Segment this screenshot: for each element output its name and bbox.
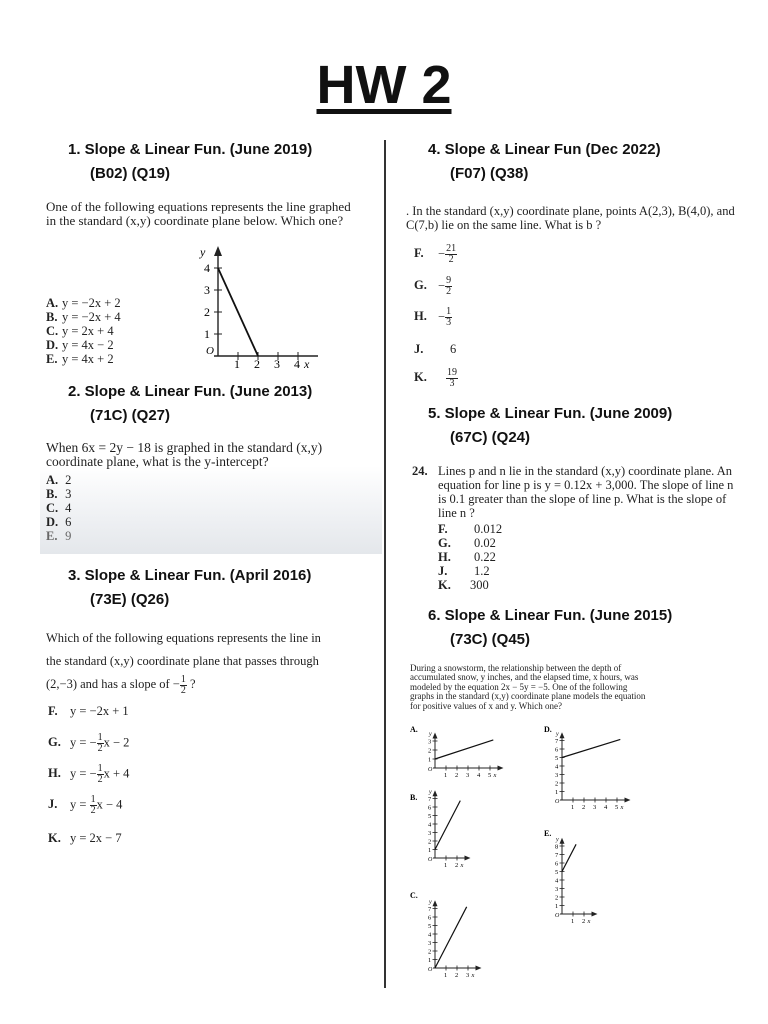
- option-label: K.: [48, 831, 61, 845]
- origin-label: O: [428, 767, 433, 773]
- q1-heading-line1: 1. Slope & Linear Fun. (June 2019): [68, 141, 313, 158]
- y-tick-label: 2: [428, 948, 432, 956]
- option-text: 6: [450, 342, 457, 356]
- option-fraction: [446, 368, 458, 389]
- option-label: K.: [438, 578, 451, 592]
- x-arrow-icon: [592, 912, 598, 917]
- x-tick-label: 5: [615, 804, 619, 811]
- fraction-numerator: 19: [447, 367, 457, 378]
- q4-option-f[interactable]: [414, 244, 457, 265]
- q2-option-d[interactable]: [46, 515, 71, 530]
- q5-option-k[interactable]: [438, 579, 489, 592]
- q5-question-text: Lines p and n lie in the standard (x,y) coordinate plane. An equation for line p is y = 0.12x + 3,000. The slope of line n is 0.1 greater than the slope of line p. What is the slope of line n ?: [438, 464, 734, 520]
- option-text: y = −: [70, 735, 97, 750]
- option-label: C.: [46, 324, 59, 338]
- q4-heading-line1: 4. Slope & Linear Fun (Dec 2022): [428, 141, 661, 158]
- option-label: H.: [414, 309, 427, 324]
- y-arrow-icon: [214, 246, 222, 256]
- option-text: x + 4: [103, 766, 130, 781]
- y-tick-label: 6: [428, 914, 432, 922]
- option-label: B.: [46, 310, 58, 324]
- fraction-numerator: 1: [97, 763, 103, 774]
- option-label: C.: [46, 501, 59, 515]
- q6-graph-b[interactable]: [410, 789, 471, 869]
- option-label: K.: [414, 370, 427, 385]
- y-tick-label: 6: [428, 804, 432, 812]
- q3-option-h[interactable]: [48, 764, 129, 785]
- y-arrow-icon: [560, 732, 565, 738]
- q3-text-line: the standard (x,y) coordinate plane that passes through: [46, 654, 319, 668]
- q3-option-g[interactable]: [48, 733, 129, 754]
- option-fraction: [97, 733, 104, 754]
- option-label: H.: [48, 766, 61, 781]
- q2-heading: [68, 380, 312, 428]
- option-sign: −: [438, 246, 446, 261]
- option-text: y =: [70, 797, 90, 812]
- x-axis-label: x: [620, 804, 624, 811]
- x-tick-label: 1: [444, 772, 448, 779]
- q6-graph-label: A.: [410, 725, 418, 734]
- y-tick-label: 1: [428, 756, 432, 764]
- y-tick-label: 3: [555, 772, 559, 779]
- q6-graph-a[interactable]: [410, 725, 504, 779]
- q2-option-a[interactable]: [46, 473, 71, 488]
- q6-graph-c[interactable]: [410, 891, 482, 979]
- q1-heading-line2: (B02) (Q19): [90, 165, 171, 182]
- fraction-denominator: 2: [180, 684, 186, 696]
- option-sign: −: [438, 309, 446, 324]
- option-text: y = −: [70, 766, 97, 781]
- option-text: y = 2x + 4: [62, 324, 114, 338]
- q2-question-text: When 6x = 2y − 18 is graphed in the standard (x,y) coordinate plane, what is the y-intercept?: [46, 440, 323, 469]
- option-text: 9: [65, 529, 72, 543]
- q1-xtick: 2: [254, 357, 260, 370]
- origin-label: O: [428, 967, 433, 973]
- q4-option-h[interactable]: [414, 307, 452, 328]
- y-tick-label: 2: [555, 780, 559, 788]
- y-tick-label: 5: [555, 869, 559, 876]
- x-tick-label: 2: [455, 862, 459, 869]
- q6-heading-line2: (73C) (Q45): [450, 631, 531, 648]
- q3-heading-line1: 3. Slope & Linear Fun. (April 2016): [68, 567, 312, 584]
- y-tick-label: 7: [428, 906, 432, 913]
- option-fraction: [445, 244, 457, 265]
- q1-ytick: 4: [204, 261, 210, 275]
- option-label: E.: [46, 352, 58, 366]
- q4-heading-line2: (F07) (Q38): [450, 165, 529, 182]
- q5-option-f[interactable]: [438, 523, 502, 536]
- y-axis-label: y: [429, 789, 432, 796]
- q2-scan-background: [40, 466, 382, 554]
- option-text: 0.012: [474, 522, 503, 536]
- graph-line: [562, 844, 576, 871]
- x-tick-label: 3: [593, 804, 597, 811]
- q1-graph-line: [218, 268, 258, 356]
- q6-graph-label: C.: [410, 891, 418, 900]
- column-divider: [384, 140, 386, 988]
- y-tick-label: 2: [428, 747, 432, 755]
- option-label: B.: [46, 487, 58, 501]
- option-label: D.: [46, 515, 59, 529]
- y-tick-label: 7: [428, 796, 432, 803]
- q1-xtick: 3: [274, 357, 280, 370]
- option-text: y = 4x − 2: [62, 338, 114, 352]
- x-tick-label: 3: [466, 972, 470, 979]
- q5-option-g[interactable]: [438, 537, 496, 550]
- option-text: y = −2x + 1: [70, 704, 129, 718]
- fraction-denominator: 2: [97, 743, 103, 754]
- option-text: 1.2: [474, 564, 490, 578]
- x-arrow-icon: [625, 798, 631, 803]
- y-tick-label: 7: [555, 738, 559, 745]
- option-label: F.: [414, 246, 424, 261]
- fraction-numerator: 9: [446, 275, 452, 286]
- fraction-numerator: 1: [446, 306, 452, 317]
- q1-xtick: 4: [294, 357, 300, 370]
- y-tick-label: 3: [428, 738, 432, 746]
- option-label: E.: [46, 529, 58, 543]
- q1-y-label: y: [200, 245, 206, 259]
- fraction-numerator: 1: [90, 794, 96, 805]
- option-label: G.: [438, 536, 451, 550]
- q2-option-e[interactable]: [46, 529, 71, 544]
- x-tick-label: 2: [455, 972, 459, 979]
- x-arrow-icon: [465, 856, 471, 861]
- q6-answer-graphs: [398, 720, 648, 982]
- y-tick-label: 4: [428, 821, 432, 829]
- q6-graph-label: E.: [544, 829, 552, 838]
- option-label: A.: [46, 296, 59, 310]
- x-tick-label: 1: [444, 862, 448, 869]
- q2-heading-line2: (71C) (Q27): [90, 407, 171, 424]
- q3-slope-fraction: [180, 675, 187, 696]
- y-tick-label: 3: [555, 886, 559, 893]
- y-arrow-icon: [433, 900, 438, 906]
- option-label: H.: [438, 550, 451, 564]
- q5-option-j[interactable]: [438, 565, 490, 578]
- option-label: G.: [48, 735, 61, 750]
- x-arrow-icon: [476, 966, 482, 971]
- q1-x-label: x: [304, 357, 310, 370]
- y-tick-label: 3: [428, 830, 432, 837]
- q4-option-g[interactable]: [414, 276, 452, 297]
- option-text: y = −2x + 2: [62, 296, 121, 310]
- q4-heading: [428, 138, 661, 186]
- option-text: y = 2x − 7: [70, 831, 122, 845]
- y-tick-label: 2: [428, 838, 432, 846]
- fraction-numerator: 1: [180, 673, 186, 685]
- q2-option-c[interactable]: [46, 501, 71, 516]
- fraction-numerator: 1: [97, 732, 103, 743]
- fraction-numerator: 21: [446, 243, 457, 254]
- y-axis-label: y: [429, 731, 432, 738]
- x-tick-label: 1: [571, 918, 575, 925]
- option-label: F.: [438, 522, 448, 536]
- graph-line: [562, 739, 620, 757]
- q5-number: 24.: [412, 464, 428, 478]
- x-tick-label: 4: [477, 772, 481, 779]
- y-axis-label: y: [556, 836, 559, 843]
- option-label: F.: [48, 704, 58, 718]
- x-tick-label: 3: [466, 772, 470, 779]
- q1-option-e[interactable]: [46, 352, 114, 367]
- x-axis-label: x: [471, 972, 475, 979]
- q1-origin-label: O: [206, 345, 214, 357]
- q3-option-j[interactable]: [48, 795, 122, 816]
- q5-heading-line1: 5. Slope & Linear Fun. (June 2009): [428, 405, 673, 422]
- fraction-denominator: 3: [446, 317, 452, 328]
- y-tick-label: 8: [555, 843, 559, 851]
- x-tick-label: 5: [488, 772, 492, 779]
- origin-label: O: [428, 857, 433, 863]
- option-text: 0.22: [474, 550, 496, 564]
- q1-option-a[interactable]: [46, 296, 121, 311]
- y-tick-label: 2: [555, 894, 559, 902]
- fraction-denominator: 3: [449, 378, 455, 389]
- y-tick-label: 1: [555, 903, 559, 910]
- q1-heading: [68, 138, 312, 186]
- q6-graph-e[interactable]: [544, 829, 598, 925]
- q2-option-b[interactable]: [46, 487, 71, 502]
- q1-ytick: 2: [204, 305, 210, 319]
- y-arrow-icon: [433, 790, 438, 796]
- option-text: y = −2x + 4: [62, 310, 121, 324]
- option-text: x − 2: [103, 735, 130, 750]
- y-axis-label: y: [429, 899, 432, 906]
- origin-label: O: [555, 799, 560, 805]
- x-tick-label: 4: [604, 804, 608, 811]
- option-label: G.: [414, 278, 427, 293]
- y-tick-label: 7: [555, 852, 559, 859]
- q1-xtick: 1: [234, 357, 240, 370]
- q4-option-j[interactable]: [414, 342, 456, 357]
- option-text: 3: [65, 487, 72, 501]
- q5-heading-line2: (67C) (Q24): [450, 429, 531, 446]
- x-axis-label: x: [493, 772, 497, 779]
- y-arrow-icon: [433, 733, 438, 739]
- q1-question-text: One of the following equations represents the line graphed in the standard (x,y) coordinate plane below. Which one?: [46, 199, 351, 228]
- q1-graph: [196, 244, 326, 370]
- q3-text-line: Which of the following equations represents the line in: [46, 631, 321, 645]
- y-tick-label: 6: [555, 746, 559, 754]
- option-label: A.: [46, 473, 59, 487]
- q3-text-segment: ?: [186, 677, 196, 691]
- option-fraction: [445, 307, 452, 328]
- q3-text-line: [46, 673, 376, 696]
- q6-heading: [428, 604, 672, 652]
- q4-option-k[interactable]: [414, 368, 458, 389]
- y-tick-label: 1: [428, 847, 432, 854]
- q6-question-text: During a snowstorm, the relationship between the depth of accumulated snow, y inches, and the elapsed time, x hours, was modeled by the equation 2x − 5y = −5. One of the following graphs in the standard (x,y) coordinate plane models the equation for positive values of x and y. Which one?: [410, 663, 646, 711]
- x-axis-label: x: [587, 918, 591, 925]
- graph-line: [435, 801, 460, 850]
- x-arrow-icon: [498, 766, 504, 771]
- q3-heading: [68, 564, 311, 612]
- fraction-denominator: 2: [97, 774, 103, 785]
- option-label: J.: [48, 797, 58, 812]
- q1-ytick: 3: [204, 283, 210, 297]
- x-tick-label: 1: [571, 804, 575, 811]
- y-tick-label: 3: [428, 940, 432, 947]
- y-tick-label: 6: [555, 860, 559, 868]
- option-text: 4: [65, 501, 72, 515]
- x-tick-label: 2: [455, 772, 459, 779]
- q3-option-k[interactable]: [48, 831, 122, 846]
- q1-option-b[interactable]: [46, 310, 121, 325]
- option-text: 6: [65, 515, 72, 529]
- q6-heading-line1: 6. Slope & Linear Fun. (June 2015): [428, 607, 673, 624]
- option-text: y = 4x + 2: [62, 352, 114, 366]
- y-arrow-icon: [560, 838, 565, 844]
- y-tick-label: 5: [428, 813, 432, 820]
- y-tick-label: 5: [428, 923, 432, 930]
- option-label: D.: [46, 338, 59, 352]
- q3-text-segment: (2,−3) and has a slope of −: [46, 677, 180, 691]
- option-sign: −: [438, 278, 446, 293]
- q3-question-text: [46, 627, 376, 696]
- y-tick-label: 4: [555, 763, 559, 771]
- q1-option-c[interactable]: [46, 324, 114, 339]
- page-title: HW 2: [316, 55, 452, 115]
- y-tick-label: 5: [555, 755, 559, 762]
- y-tick-label: 4: [555, 877, 559, 885]
- y-tick-label: 4: [428, 931, 432, 939]
- graph-line: [435, 740, 493, 759]
- y-axis-label: y: [556, 731, 559, 738]
- option-label: J.: [438, 564, 448, 578]
- option-text: x − 4: [96, 797, 123, 812]
- q5-option-h[interactable]: [438, 551, 496, 564]
- y-tick-label: 1: [555, 789, 559, 796]
- option-text: 300: [470, 578, 489, 592]
- fraction-denominator: 2: [90, 805, 96, 816]
- q1-option-d[interactable]: [46, 338, 114, 353]
- q4-question-text: . In the standard (x,y) coordinate plane, points A(2,3), B(4,0), and C(7,b) lie on the same line. What is b ?: [406, 204, 735, 232]
- option-fraction: [445, 276, 452, 297]
- x-tick-label: 1: [444, 972, 448, 979]
- q5-heading: [428, 402, 672, 450]
- option-text: 2: [65, 473, 72, 487]
- option-text: 0.02: [474, 536, 496, 550]
- q3-option-f[interactable]: [48, 704, 129, 719]
- q6-graph-label: B.: [410, 793, 418, 802]
- x-tick-label: 2: [582, 918, 586, 925]
- origin-label: O: [555, 913, 560, 919]
- option-fraction: [97, 764, 104, 785]
- q2-heading-line1: 2. Slope & Linear Fun. (June 2013): [68, 383, 313, 400]
- option-label: J.: [414, 342, 424, 356]
- option-fraction: [90, 795, 97, 816]
- fraction-denominator: 2: [448, 254, 454, 265]
- x-tick-label: 2: [582, 804, 586, 811]
- x-axis-label: x: [460, 862, 464, 869]
- q1-ytick: 1: [204, 327, 210, 341]
- q6-graph-d[interactable]: [544, 725, 631, 811]
- y-tick-label: 1: [428, 957, 432, 964]
- q6-graph-label: D.: [544, 725, 552, 734]
- graph-line: [435, 907, 467, 968]
- fraction-denominator: 2: [446, 286, 452, 297]
- q3-heading-line2: (73E) (Q26): [90, 591, 170, 608]
